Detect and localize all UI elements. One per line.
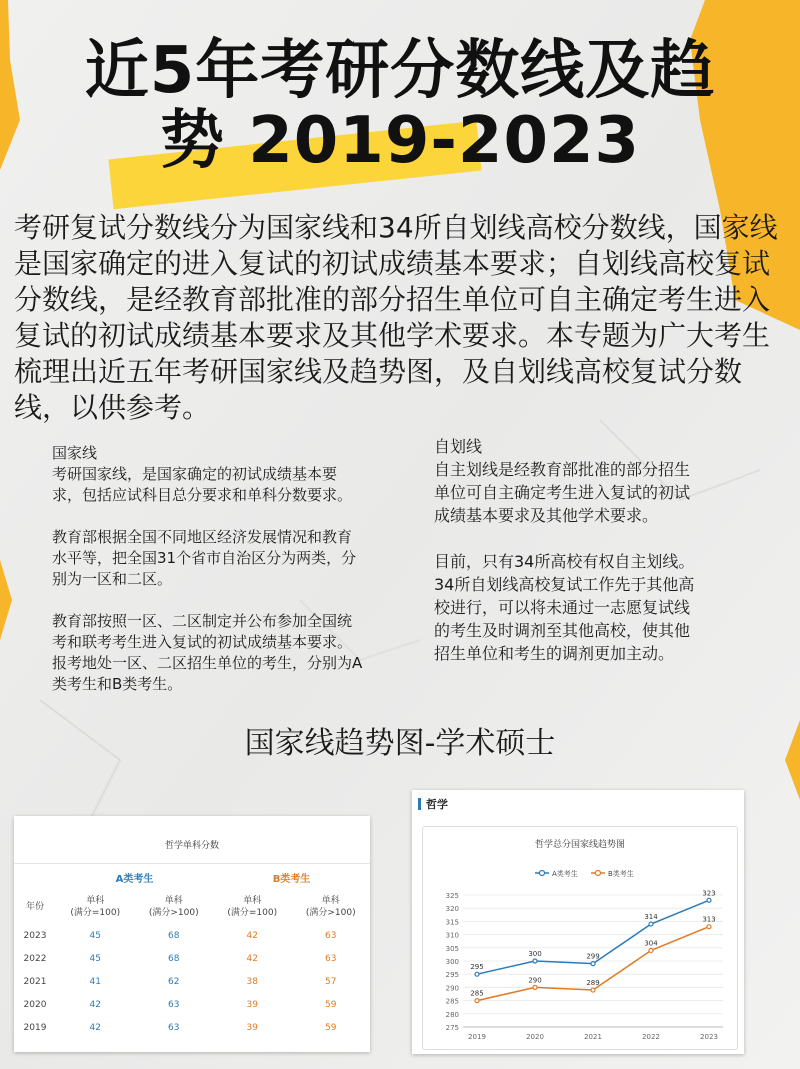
page-title-line1: 近5年考研分数线及趋 — [84, 34, 716, 108]
y-tick-label: 280 — [445, 1010, 459, 1019]
data-point — [475, 972, 479, 976]
data-label: 299 — [586, 952, 600, 961]
data-label: 285 — [470, 989, 484, 998]
y-tick-label: 275 — [445, 1024, 459, 1032]
x-tick-label: 2022 — [642, 1033, 660, 1041]
y-tick-label: 300 — [445, 958, 459, 966]
y-tick-label: 305 — [445, 944, 459, 953]
line-chart — [423, 827, 737, 1049]
score-table-title: 哲学单科分数 — [164, 841, 219, 851]
national-line-column — [52, 443, 364, 716]
legend-label: B类考生 — [608, 870, 634, 878]
legend-label: A类考生 — [552, 870, 578, 878]
score-table-card — [14, 816, 370, 1052]
national-line-p2: 教育部根据全国不同地区经济发展情况和教育水平等，把全国31个省市自治区分为两类，分别为一区和二区。 — [52, 528, 357, 588]
table-header-row: 年份 单科 (满分=100) 单科 (满分>100) 单科 (满分=100) 单科 (满分>100) — [14, 890, 370, 924]
data-point — [591, 988, 595, 992]
y-tick-label: 295 — [445, 971, 459, 980]
data-label: 290 — [528, 976, 542, 985]
self-line-p1: 自主划线是经教育部批准的部分招生单位可自主确定考生进入复试的初试成绩基本要求及其他学术要求。 — [434, 460, 691, 525]
data-label: 314 — [644, 913, 658, 922]
group-b-label: B类考生 — [272, 873, 311, 885]
x-tick-label: 2023 — [700, 1033, 718, 1041]
data-label: 295 — [470, 963, 484, 972]
x-tick-label: 2019 — [468, 1033, 486, 1041]
data-label: 313 — [702, 915, 716, 924]
data-point — [649, 922, 653, 926]
data-point — [475, 999, 479, 1003]
self-line-heading: 自划线 — [434, 437, 483, 456]
national-line-p3: 教育部按照一区、二区制定并公布参加全国统考和联考考生进入复试的初试成绩基本要求。报考地处一区、二区招生单位的考生，分别为A类考生和B类考生。 — [52, 612, 363, 693]
legend-marker — [596, 871, 601, 876]
legend-marker — [540, 871, 545, 876]
data-point — [649, 948, 653, 952]
y-tick-label: 320 — [445, 905, 459, 914]
x-tick-label: 2021 — [584, 1033, 602, 1041]
table-row: 2022 45 68 42 63 — [23, 953, 337, 964]
table-row: 2020 42 63 39 59 — [23, 999, 337, 1010]
national-line-p1: 考研国家线，是国家确定的初试成绩基本要求，包括应试科目总分要求和单科分数要求。 — [52, 465, 353, 504]
section-title: 国家线趋势图-学术硕士 — [244, 726, 556, 761]
chart-panel — [422, 826, 738, 1050]
table-row: 2021 41 62 38 57 — [23, 976, 337, 987]
data-point — [591, 962, 595, 966]
intro-paragraph: 考研复试分数线分为国家线和34所自划线高校分数线，国家线是国家确定的进入复试的初试成绩基本要求；自划线高校复试分数线，是经教育部批准的部分招生单位可自主确定考生进入复试的初试成绩基本要求及其他学术要求。本专题为广大考生梳理出近五年考研国家线及趋势图，及自划线高校复试分数线，以供参考。 — [14, 211, 778, 424]
y-tick-label: 290 — [445, 984, 459, 993]
data-point — [533, 959, 537, 963]
data-point — [707, 925, 711, 929]
chart-card — [412, 790, 744, 1054]
year-header: 年份 — [25, 902, 44, 912]
table-row: 2019 42 63 39 59 — [23, 1022, 337, 1033]
group-a-label: A类考生 — [115, 873, 154, 885]
chart-header: 哲学 — [426, 798, 448, 811]
data-label: 289 — [586, 979, 600, 988]
national-line-heading: 国家线 — [52, 444, 98, 462]
y-tick-label: 285 — [445, 997, 459, 1006]
y-tick-label: 310 — [445, 931, 459, 940]
data-point — [533, 985, 537, 989]
page-title-line2: 势 2019-2023 — [159, 104, 641, 178]
chart-header-bar — [418, 798, 421, 810]
y-tick-label: 315 — [445, 918, 459, 927]
score-table — [14, 864, 370, 1039]
data-label: 300 — [528, 950, 542, 958]
self-line-p2: 目前，只有34所高校有权自主划线。34所自划线高校复试工作先于其他高校进行，可以将未通过一志愿复试线的考生及时调剂至其他高校，使其他招生单位和考生的调剂更加主动。 — [434, 552, 695, 663]
self-line-column — [434, 435, 698, 688]
chart-title: 哲学总分国家线趋势图 — [534, 840, 625, 850]
y-tick-label: 325 — [445, 892, 459, 900]
data-label: 323 — [702, 889, 716, 898]
data-point — [707, 898, 711, 902]
data-label: 304 — [644, 939, 658, 948]
table-row: 2023 45 68 42 63 — [23, 930, 337, 941]
x-tick-label: 2020 — [526, 1033, 544, 1041]
